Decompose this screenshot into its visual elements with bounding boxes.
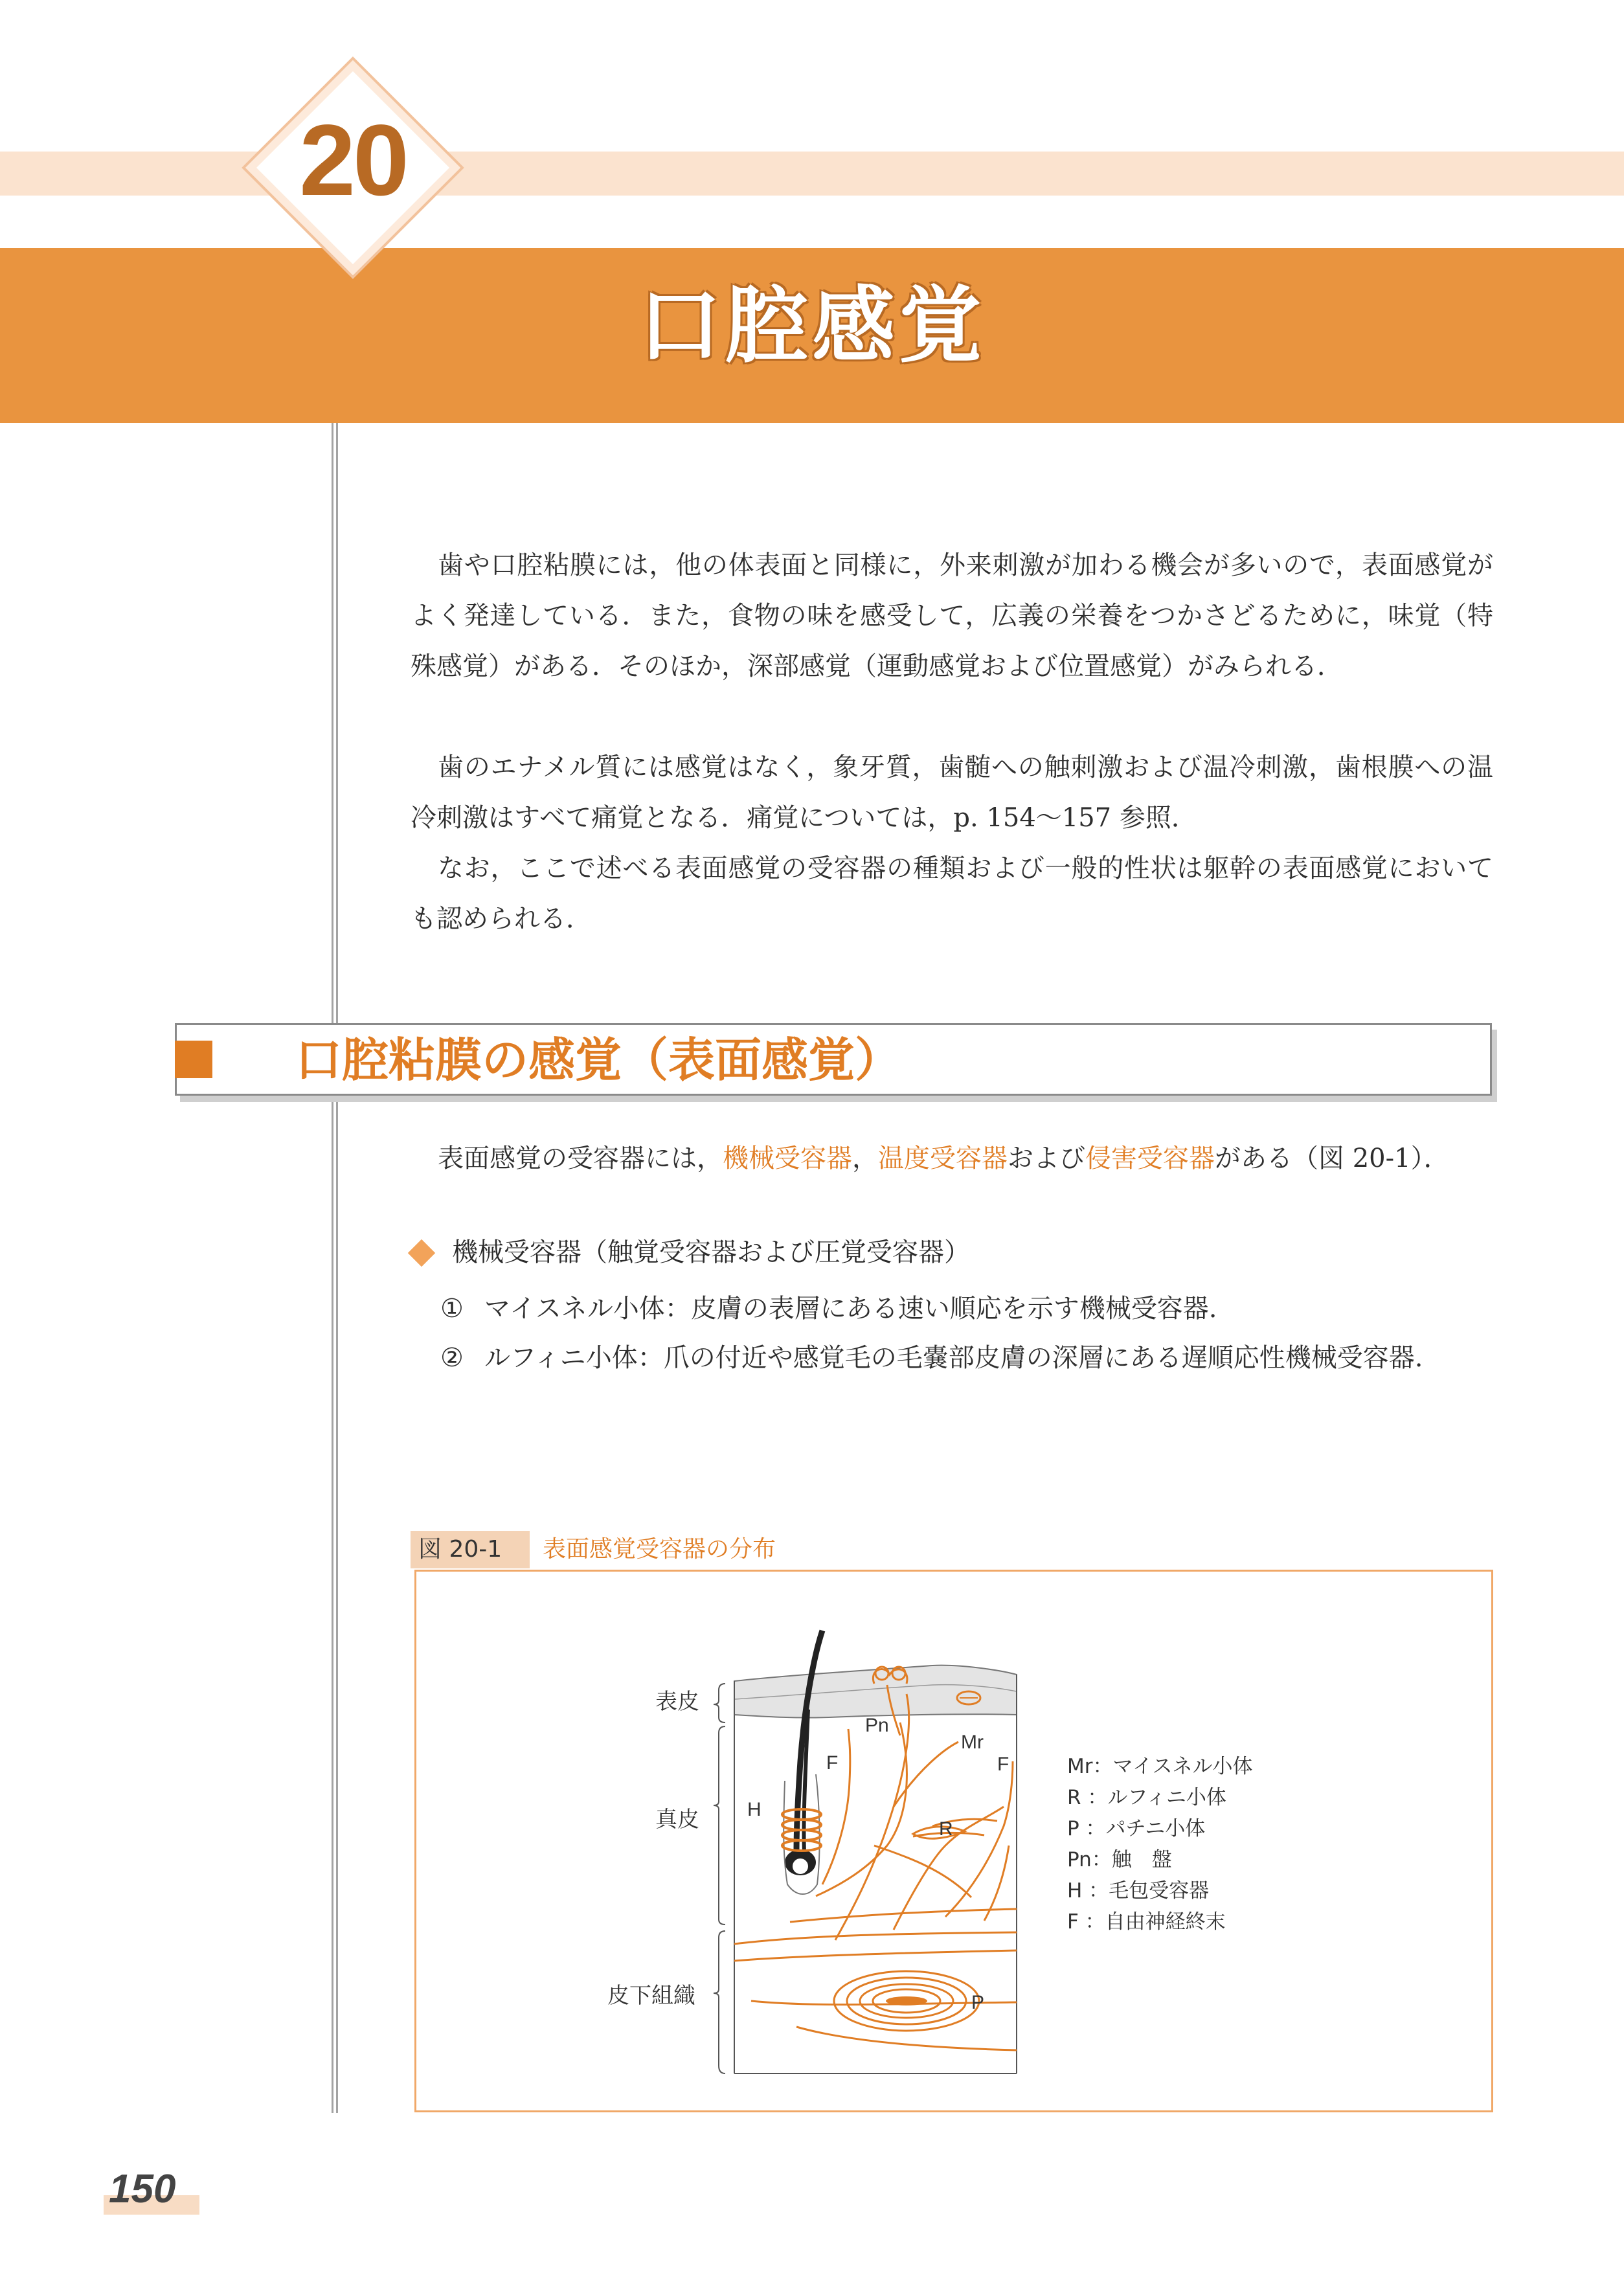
- label-F-right: F: [997, 1754, 1009, 1775]
- section-title: 口腔粘膜の感覚（表面感覚）: [295, 1033, 902, 1087]
- term-nociceptor: 侵害受容器: [1085, 1144, 1215, 1173]
- legend-item: F ：自由神経終末: [1067, 1910, 1226, 1934]
- section-heading-square-icon: [175, 1041, 212, 1078]
- legend-item: Mr：マイスネル小体: [1067, 1755, 1253, 1778]
- page-number: 150: [109, 2167, 176, 2211]
- chapter-number: 20: [299, 104, 407, 217]
- chapter-title: 口腔感覚: [638, 278, 986, 374]
- skin-receptor-diagram: [699, 1612, 1036, 2079]
- label-Pn: Pn: [865, 1715, 889, 1736]
- label-Mr: Mr: [961, 1732, 984, 1753]
- term-thermoreceptor: 温度受容器: [878, 1144, 1008, 1173]
- term-mechanoreceptor: 機械受容器: [723, 1144, 852, 1173]
- legend-item: R ：ルフィニ小体: [1067, 1786, 1226, 1809]
- legend-item: P ：パチニ小体: [1067, 1817, 1206, 1840]
- figure-caption: 表面感覚受容器の分布: [543, 1536, 776, 1563]
- list-item: ② ルフィニ小体：爪の付近や感覚毛の毛嚢部皮膚の深層にある遅順応性機械受容器.: [440, 1343, 1423, 1373]
- section-paragraph: 表面感覚の受容器には，機械受容器，温度受容器および侵害受容器がある（図 20-1）．: [438, 1144, 1450, 1173]
- layer-label-dermis: 真皮: [655, 1807, 699, 1833]
- list-item: ① マイスネル小体：皮膚の表層にある速い順応を示す機械受容器.: [440, 1294, 1217, 1324]
- label-F-left: F: [826, 1752, 839, 1774]
- intro-paragraph-1: 歯や口腔粘膜には，他の体表面と同様に，外来刺激が加わる機会が多いので，表面感覚がよく発達している．また，食物の味を感受して，広義の栄養をつかさどるために，味覚（特殊感覚）がある．そのほか，深部感覚（運動感覚および位置感覚）がみられる．: [411, 550, 1493, 681]
- intro-paragraph-2: 歯のエナメル質には感覚はなく，象牙質，歯髄への触刺激および温冷刺激，歯根膜への温冷刺激はすべて痛覚となる．痛覚については，p. 154〜157 参照．: [411, 752, 1493, 833]
- layer-label-subcutis: 皮下組織: [607, 1983, 695, 2009]
- layer-label-epidermis: 表皮: [655, 1689, 699, 1715]
- margin-rule: [332, 423, 338, 2113]
- label-H: H: [747, 1799, 761, 1820]
- label-P: P: [971, 1992, 985, 2013]
- label-R: R: [939, 1818, 953, 1840]
- intro-paragraph-3: なお，ここで述べる表面感覚の受容器の種類および一般的性状は躯幹の表面感覚においても認められる．: [411, 853, 1493, 934]
- legend-item: Pn：触 盤: [1067, 1848, 1172, 1871]
- legend-item: H ：毛包受容器: [1067, 1879, 1210, 1903]
- diamond-bullet-icon: [408, 1239, 435, 1267]
- figure-label: 図 20-1: [418, 1536, 502, 1563]
- subheading: 機械受容器（触覚受容器および圧覚受容器）: [452, 1237, 970, 1267]
